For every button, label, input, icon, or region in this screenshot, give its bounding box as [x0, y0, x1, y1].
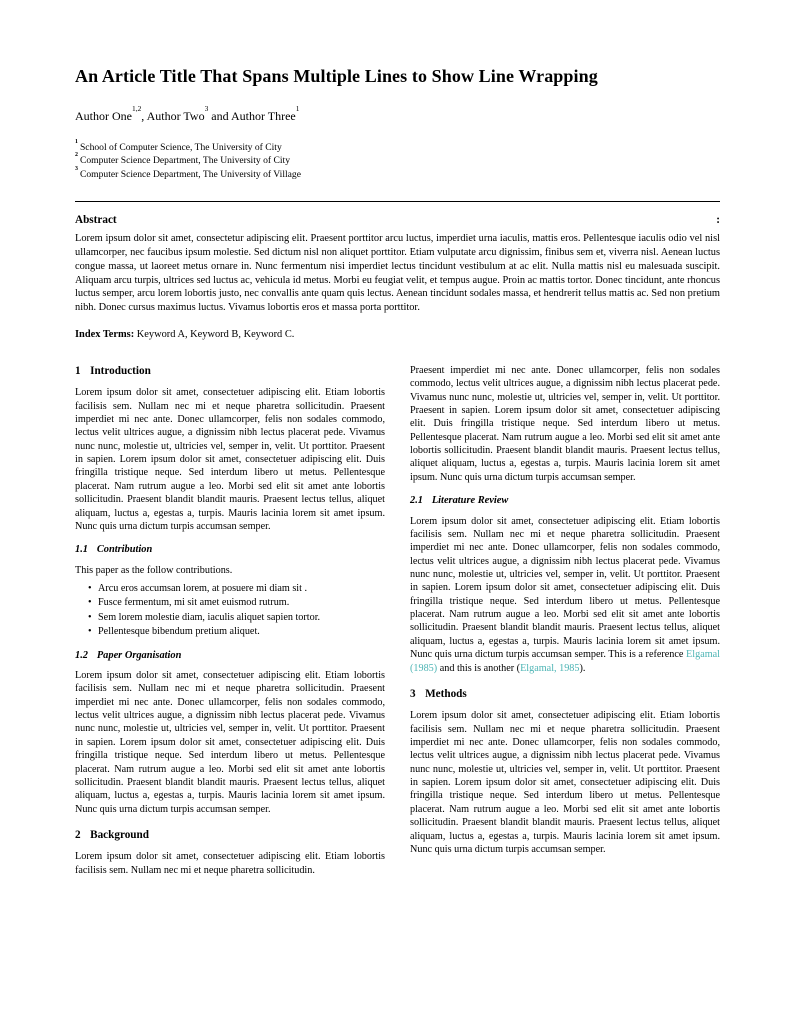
section-title: Introduction: [90, 364, 151, 377]
list-item: • Fusce fermentum, mi sit amet euismod rutrum.: [88, 596, 385, 609]
section-number: 1.1: [75, 544, 88, 556]
abstract-section: [75, 214, 720, 339]
section-title: Paper Organisation: [96, 649, 182, 661]
paragraph: This paper as the follow contributions.: [75, 564, 233, 576]
author-name: Author Three: [230, 108, 296, 123]
affiliation-marker: 2: [75, 152, 78, 159]
section-number: 1: [75, 364, 81, 377]
front-matter: [75, 66, 720, 181]
affiliation-text: School of Computer Science, The University of City: [79, 141, 282, 153]
article-title: An Article Title That Spans Multiple Lines to Show Line Wrapping: [75, 66, 598, 86]
right-column: [410, 364, 720, 877]
section-heading-background: [75, 829, 385, 842]
section-title: Literature Review: [431, 495, 509, 507]
citation-mid-text: and this is another (: [437, 662, 521, 674]
section-number: 3: [410, 687, 416, 700]
section-title: Methods: [425, 687, 467, 700]
abstract-text: Lorem ipsum dolor sit amet, consectetur adipiscing elit. Praesent porttitor arcu luctus, imperdiet urna iaculis, mattis eros. Pellentesque iaculis odio vel nisl ullamcorper, nec faucibus ipsum molestie. Sed dictum nisl non aliquet porttitor. Etiam vulputate arcu dignissim, finibus sem et, viverra nisl. Aenean luctus congue massa, ut laoreet metus ornare in. Nunc fermentum nisi imperdiet lectus tincidunt vestibulum at ac elit. Nulla mattis nisl eu malesuada suscipit. Aliquam arcu turpis, ultrices sed luctus ac, vehicula id metus. Morbi eu feugiat velit, et tempus augue. Proin ac mattis tortor. Donec tincidunt, ante rhoncus luctus semper, arcu lorem lobortis justo, nec convallis ante quam quis lectus. Aenean tincidunt sodales massa, et hendrerit tellus mattis ac. Sed non pretium nibh. Donec cursus maximus luctus. Vivamus lobortis eros et massa porta porttitor.: [75, 233, 720, 314]
subsection-heading-literature-review: [410, 495, 720, 507]
index-terms-label: Index Terms:: [75, 328, 135, 340]
section-heading-introduction: [75, 365, 385, 378]
citation-post-text: ).: [579, 662, 586, 674]
affiliations: [75, 138, 720, 182]
affiliation-line: [75, 154, 720, 168]
author-affil-marker: 3: [204, 104, 209, 114]
affiliation-text: Computer Science Department, The University of Village: [79, 168, 301, 180]
paragraph: Praesent imperdiet mi nec ante. Donec ullamcorper, felis non sodales commodo, lectus velit ultrices augue, a dignissim nibh lectus placerat pede. Vivamus nunc nunc, molestie ut, ultricies vel, semper in, velit. Ut porttitor. Praesent in sapien. Lorem ipsum dolor sit amet, consectetuer adipiscing elit. Duis fringilla tristique neque. Sed interdum libero ut metus. Pellentesque placerat. Nam rutrum augue a leo. Morbi sed elit sit amet ante lobortis sollicitudin. Praesent blandit blandit mauris. Praesent lectus tellus, aliquet aliquam, luctus a, egestas a, turpis. Mauris lacinia lorem sit amet ipsum. Nunc quis urna dictum turpis accumsan semper.: [410, 364, 720, 483]
citation-pre-text: This is a reference: [605, 649, 687, 661]
margin-colon: :: [716, 214, 720, 227]
section-number: 2.1: [410, 495, 423, 507]
citation-link[interactable]: Elgamal, 1985: [520, 662, 580, 674]
author-name: Author One: [75, 108, 132, 123]
paragraph: Lorem ipsum dolor sit amet, consectetuer adipiscing elit. Etiam lobortis facilisis sem. Nullam nec mi et neque pharetra sollicitudin.: [75, 851, 385, 876]
paragraph: Lorem ipsum dolor sit amet, consectetuer adipiscing elit. Etiam lobortis facilisis sem. Nullam nec mi et neque pharetra sollicitudin. Praesent imperdiet mi nec ante. Donec ullamcorper, felis non sodales commodo, lectus velit ultrices augue, a dignissim nibh lectus placerat pede. Vivamus nunc nunc, molestie ut, ultricies vel, semper in, velit. Ut porttitor. Praesent in sapien. Lorem ipsum dolor sit amet, consectetuer adipiscing elit. Duis fringilla tristique neque. Sed interdum libero ut metus. Pellentesque placerat. Nam rutrum augue a leo. Morbi sed elit sit amet ante lobortis sollicitudin. Praesent blandit blandit mauris. Praesent lectus tellus, aliquet aliquam, luctus a, egestas a, turpis. Mauris lacinia lorem sit amet ipsum. Nunc quis urna dictum turpis accumsan semper.: [75, 387, 385, 532]
paragraph: Lorem ipsum dolor sit amet, consectetuer adipiscing elit. Etiam lobortis facilisis sem. Nullam nec mi et neque pharetra sollicitudin. Praesent imperdiet mi nec ante. Donec ullamcorper, felis non sodales commodo, lectus velit ultrices augue, a dignissim nibh lectus placerat pede. Vivamus nunc nunc, molestie ut, ultricies vel, semper in, velit. Ut porttitor. Praesent in sapien. Lorem ipsum dolor sit amet, consectetuer adipiscing elit. Duis fringilla tristique neque. Sed interdum libero ut metus. Pellentesque placerat. Nam rutrum augue a leo. Morbi sed elit sit amet ante lobortis sollicitudin. Praesent blandit blandit mauris. Praesent lectus tellus, aliquet aliquam, luctus a, egestas a, turpis. Mauris lacinia lorem sit amet ipsum. Nunc quis urna dictum turpis accumsan semper.: [410, 710, 720, 855]
citation-link[interactable]: Elgamal (1985): [410, 649, 720, 674]
section-heading-methods: [410, 688, 720, 701]
paragraph-text: Lorem ipsum dolor sit amet, consectetuer adipiscing elit. Etiam lobortis facilisis sem. Nullam nec mi et neque pharetra sollicitudin. Praesent imperdiet mi nec ante. Donec ullamcorper, felis non sodales commodo, lectus velit ultrices augue, a dignissim nibh lectus placerat pede. Vivamus nunc nunc, molestie ut, ultricies vel, semper in, velit. Ut porttitor. Praesent in sapien. Lorem ipsum dolor sit amet, consectetuer adipiscing elit. Duis fringilla tristique neque. Sed interdum libero ut metus. Pellentesque placerat. Nam rutrum augue a leo. Morbi sed elit sit amet ante lobortis sollicitudin. Praesent blandit blandit mauris. Praesent lectus tellus, aliquet aliquam, luctus a, egestas a, turpis. Mauris lacinia lorem sit amet ipsum. Nunc quis urna dictum turpis accumsan semper.: [410, 515, 720, 661]
affiliation-line: [75, 165, 720, 182]
contribution-list: [75, 582, 385, 638]
author-affil-marker: 1,2: [132, 104, 142, 114]
author-affil-marker: 1: [295, 104, 300, 114]
section-number: 1.2: [75, 649, 88, 661]
paragraph: Lorem ipsum dolor sit amet, consectetuer adipiscing elit. Etiam lobortis facilisis sem. Nullam nec mi et neque pharetra sollicitudin. Praesent imperdiet mi nec ante. Donec ullamcorper, felis non sodales commodo, lectus velit ultrices augue, a dignissim nibh lectus placerat pede. Vivamus nunc nunc, molestie ut, ultricies vel, semper in, velit. Ut porttitor. Praesent in sapien. Lorem ipsum dolor sit amet, consectetuer adipiscing elit. Duis fringilla tristique neque. Sed interdum libero ut metus. Pellentesque placerat. Nam rutrum augue a leo. Morbi sed elit sit amet ante lobortis sollicitudin. Praesent blandit blandit mauris. Praesent lectus tellus, aliquet aliquam, luctus a, egestas a, turpis. Mauris lacinia lorem sit amet ipsum. Nunc quis urna dictum turpis accumsan semper.: [75, 669, 385, 815]
divider-rule: [75, 201, 720, 202]
abstract-heading: Abstract: [75, 214, 117, 227]
affiliation-text: Computer Science Department, The University of City: [79, 155, 291, 167]
affiliation-marker: 3: [75, 165, 78, 172]
list-item: • Sem lorem molestie diam, iaculis aliquet sapien tortor.: [88, 611, 385, 624]
author-separator: ,: [141, 108, 147, 123]
subsection-heading-contribution: [75, 544, 385, 556]
affiliation-marker: 1: [75, 138, 78, 145]
affiliation-line: [75, 138, 720, 155]
author-line: [75, 104, 720, 124]
two-column-body: [75, 364, 720, 877]
index-terms: [75, 329, 720, 340]
paragraph-with-citations: [410, 515, 720, 675]
section-number: 2: [75, 828, 81, 841]
abstract-heading-row: [75, 214, 720, 226]
left-column: [75, 364, 385, 877]
author-name: Author Two: [146, 108, 205, 123]
index-terms-list: Keyword A, Keyword B, Keyword C.: [134, 328, 295, 340]
section-title: Background: [90, 828, 149, 841]
section-title: Contribution: [96, 544, 153, 556]
list-item: • Arcu eros accumsan lorem, at posuere mi diam sit .: [88, 582, 385, 595]
subsection-heading-paper-organisation: [75, 650, 385, 662]
author-separator: and: [208, 108, 231, 123]
list-item: • Pellentesque bibendum pretium aliquet.: [88, 625, 385, 638]
